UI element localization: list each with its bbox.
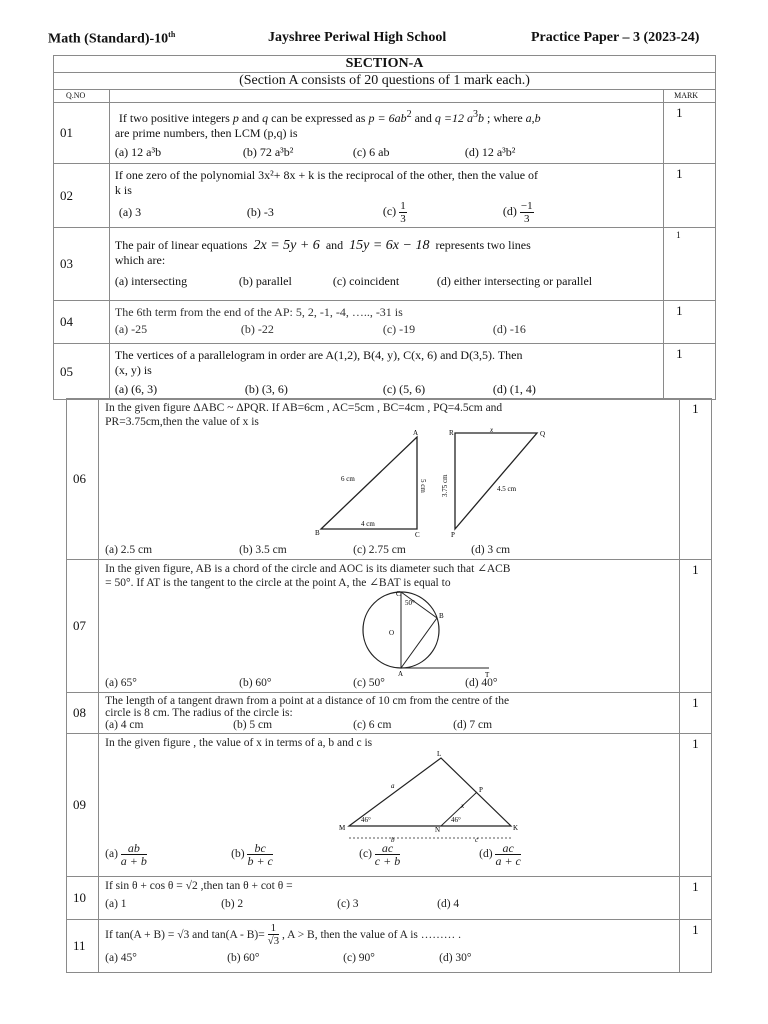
segment-b-label: b xyxy=(391,836,395,844)
option-d[interactable]: (d) -16 xyxy=(492,322,526,336)
question-body: The vertices of a parallelogram in order are A(1,2), B(4, y), C(x, 6) and D(3,5). Then (x, y) is (a) (6, 3) (b) (3, 6) (c) (5, 6) (d) (1, 4) xyxy=(109,344,663,400)
option-b[interactable]: (b) 5 cm xyxy=(233,719,273,731)
question-row xyxy=(54,344,716,400)
mark-value: 1 xyxy=(664,164,716,228)
question-body: In the given figure , the value of x in terms of a, b and c is L M N K P a x b c 46° 46° (a) $\frac{ab}{a + b}$ (b) $\frac{bc}{b + c}$ (c) $\frac{ac}{c + b}$ (d) $\frac{ac}{a + c}$ xyxy=(99,734,680,877)
question-body: If sin θ + cos θ = √2 ,then tan θ + cot θ = (a) 1 (b) 2 (c) 3 (d) 4 xyxy=(99,877,680,920)
option-d[interactable]: (d) 3 cm xyxy=(471,544,511,556)
option-b[interactable]: (b) -3 xyxy=(246,205,274,219)
point-n-label: N xyxy=(435,826,441,834)
angle-label: 50° xyxy=(405,599,415,607)
option-b[interactable]: (b) (3, 6) xyxy=(244,382,288,396)
angle-m-label: 46° xyxy=(361,816,371,824)
option-d[interactable]: (d) 12 a³b² xyxy=(464,145,516,159)
mark-value: 1 xyxy=(680,920,712,973)
question-number: 05 xyxy=(54,344,110,400)
option-d[interactable]: (d) (1, 4) xyxy=(492,382,536,396)
question-number: 11 xyxy=(67,920,99,973)
option-d[interactable]: (d) 7 cm xyxy=(453,719,493,731)
option-c[interactable]: (c) 90° xyxy=(343,952,375,964)
question-body: If two positive integers p and q can be expressed as $p = 6ab^2$ and q =12 $a^3b$ ; where a,b are prime numbers, then LCM (p,q) is (a) 12 a³b (b) 72 a³b² (c) 6 ab (d) 12 a³b² xyxy=(109,103,663,164)
mark-value: 1 xyxy=(664,103,716,164)
point-p-label: P xyxy=(479,786,484,794)
paper-title: Practice Paper – 3 (2023-24) xyxy=(531,30,700,45)
question-number: 06 xyxy=(67,399,99,560)
point-o-label: O xyxy=(389,629,395,637)
mark-value: 1 xyxy=(680,734,712,877)
option-c[interactable]: (c) (5, 6) xyxy=(382,382,426,396)
point-c-label: C xyxy=(396,590,401,598)
option-c[interactable]: (c) 2.75 cm xyxy=(353,544,406,556)
section-subtitle: (Section A consists of 20 questions of 1 mark each.) xyxy=(54,73,716,90)
question-row xyxy=(67,560,712,693)
option-b[interactable]: (b) 60° xyxy=(239,677,272,689)
point-k-label: K xyxy=(513,824,519,832)
option-a[interactable]: (a) 12 a³b xyxy=(114,145,162,159)
question-number: 08 xyxy=(67,693,99,734)
option-a[interactable]: (a) intersecting xyxy=(114,274,188,288)
option-a[interactable]: (a) $\frac{ab}{a + b}$ xyxy=(105,841,147,868)
question-body: In the given figure, AB is a chord of the circle and AOC is its diameter such that ∠ACB = 50°. If AT is the tangent to the circle at the point A, the ∠BAT is equal to C O B A T 50° (a) 65° (b) 60° (c) 50° (d) 40° xyxy=(99,560,680,693)
side-bc-label: 4 cm xyxy=(361,520,375,528)
option-b[interactable]: (b) -22 xyxy=(240,322,274,336)
question-row xyxy=(67,693,712,734)
side-x-label: x xyxy=(490,426,494,434)
question-row xyxy=(54,301,716,344)
vertex-b-label: B xyxy=(315,529,320,537)
option-c[interactable]: (c) $\frac{ac}{c + b}$ xyxy=(359,841,401,868)
option-b[interactable]: (b) parallel xyxy=(238,274,292,288)
option-a[interactable]: (a) -25 xyxy=(114,322,148,336)
mark-value: 1 xyxy=(664,301,716,344)
option-c[interactable]: (c) $\frac{1}{3}$ xyxy=(382,200,406,225)
question-body: If tan(A + B) = √3 and tan(A - B)= $\frac{1}{√3}$ , A > B, then the value of A is ……… . (a) 45° (b) 60° (c) 90° (d) 30° xyxy=(99,920,680,973)
option-c[interactable]: (c) coincident xyxy=(332,274,400,288)
question-row xyxy=(54,164,716,228)
point-a-label: A xyxy=(398,670,404,678)
option-c[interactable]: (c) 6 cm xyxy=(353,719,392,731)
vertex-q-label: Q xyxy=(540,430,546,438)
option-b[interactable]: (b) 3.5 cm xyxy=(239,544,287,556)
question-body: If one zero of the polynomial 3x²+ 8x + k is the reciprocal of the other, then the value of k is (a) 3 (b) -3 (c) $\frac{1}{3}$ (d) $\frac{-1}{3}$ xyxy=(109,164,663,228)
option-a[interactable]: (a) 1 xyxy=(105,898,127,910)
point-l-label: L xyxy=(437,750,442,758)
question-row xyxy=(67,920,712,973)
school-name: Jayshree Periwal High School xyxy=(268,30,447,45)
side-pr-label: 3.75 cm xyxy=(441,474,450,497)
option-d[interactable]: (d) $\frac{ac}{a + c}$ xyxy=(479,841,521,868)
point-m-label: M xyxy=(339,824,346,832)
side-ab-label: 6 cm xyxy=(341,475,355,483)
col-qno-header: Q.NO xyxy=(54,90,110,103)
segment-c-label: c xyxy=(475,836,479,844)
question-body: The length of a tangent drawn from a point at a distance of 10 cm from the centre of the circle is 8 cm. The radius of the circle is: (a) 4 cm (b) 5 cm (c) 6 cm (d) 7 cm xyxy=(99,693,680,734)
question-body: The 6th term from the end of the AP: 5, 2, -1, -4, ….., -31 is (a) -25 (b) -22 (c) -19 (d) -16 xyxy=(109,301,663,344)
question-number: 02 xyxy=(54,164,110,228)
mark-value: 1 xyxy=(664,344,716,400)
question-body: In the given figure ΔABC ~ ΔPQR. If AB=6cm , AC=5cm , BC=4cm , PQ=4.5cm and PR=3.75cm,then the value of x is A B C 6 cm 4 cm 5 cm R P Q x 4.5 cm 3.75 cm (a) 2.5 cm (b) 3.5 cm (c) 2.75 cm (d) 3 cm xyxy=(99,399,680,560)
mark-value: 1 xyxy=(664,228,716,301)
option-d[interactable]: (d) either intersecting or parallel xyxy=(436,274,593,288)
question-row xyxy=(67,734,712,877)
question-row xyxy=(54,103,716,164)
option-d[interactable]: (d) 4 xyxy=(437,898,460,910)
option-d[interactable]: (d) 30° xyxy=(439,952,472,964)
question-number: 09 xyxy=(67,734,99,877)
question-body: The pair of linear equations 2x = 5y + 6 and 15y = 6x − 18 represents two lines which are: (a) intersecting (b) parallel (c) coincident (d) either intersecting or parallel xyxy=(109,228,663,301)
side-x-label: x xyxy=(461,802,465,810)
option-a[interactable]: (a) 45° xyxy=(105,952,137,964)
option-d[interactable]: (d) $\frac{-1}{3}$ xyxy=(502,200,533,225)
question-number: 01 xyxy=(54,103,110,164)
vertex-a-label: A xyxy=(413,429,419,437)
point-t-label: T xyxy=(485,671,490,679)
question-number: 03 xyxy=(54,228,110,301)
question-row xyxy=(67,877,712,920)
option-a[interactable]: (a) (6, 3) xyxy=(114,382,158,396)
mark-value: 1 xyxy=(680,560,712,693)
option-d[interactable]: (d) 40° xyxy=(465,677,498,689)
angle-n-label: 46° xyxy=(451,816,461,824)
option-a[interactable]: (a) 4 cm xyxy=(105,719,144,731)
section-a-table-2 xyxy=(66,398,712,973)
option-c[interactable]: (c) 6 ab xyxy=(352,145,390,159)
question-row xyxy=(67,399,712,560)
point-b-label: B xyxy=(439,612,444,620)
col-mark-header: MARK xyxy=(664,90,716,103)
option-c[interactable]: (c) 3 xyxy=(337,898,359,910)
question-number: 07 xyxy=(67,560,99,693)
subject-title: Math (Standard)-10th xyxy=(48,30,176,47)
mark-value: 1 xyxy=(680,693,712,734)
option-b[interactable]: (b) 60° xyxy=(227,952,260,964)
question-number: 10 xyxy=(67,877,99,920)
option-a[interactable]: (a) 3 xyxy=(118,205,142,219)
option-b[interactable]: (b) 2 xyxy=(221,898,244,910)
vertex-r-label: R xyxy=(449,429,454,437)
option-c[interactable]: (c) -19 xyxy=(382,322,416,336)
option-b[interactable]: (b) $\frac{bc}{b + c}$ xyxy=(231,841,273,868)
side-ac-label: 5 cm xyxy=(419,479,428,493)
side-pq-label: 4.5 cm xyxy=(497,485,517,493)
option-a[interactable]: (a) 65° xyxy=(105,677,137,689)
circle-tangent-figure xyxy=(245,590,665,679)
vertex-p-label: P xyxy=(451,531,456,539)
vertex-c-label: C xyxy=(415,531,420,539)
section-a-table-1 xyxy=(53,55,716,400)
triangle-figure xyxy=(255,750,675,844)
mark-value: 1 xyxy=(680,877,712,920)
question-number: 04 xyxy=(54,301,110,344)
option-b[interactable]: (b) 72 a³b² xyxy=(242,145,294,159)
question-row xyxy=(54,228,716,301)
option-a[interactable]: (a) 2.5 cm xyxy=(105,544,153,556)
section-title: SECTION-A xyxy=(54,56,716,73)
side-a-label: a xyxy=(391,782,395,790)
mark-value: 1 xyxy=(680,399,712,560)
option-c[interactable]: (c) 50° xyxy=(353,677,385,689)
